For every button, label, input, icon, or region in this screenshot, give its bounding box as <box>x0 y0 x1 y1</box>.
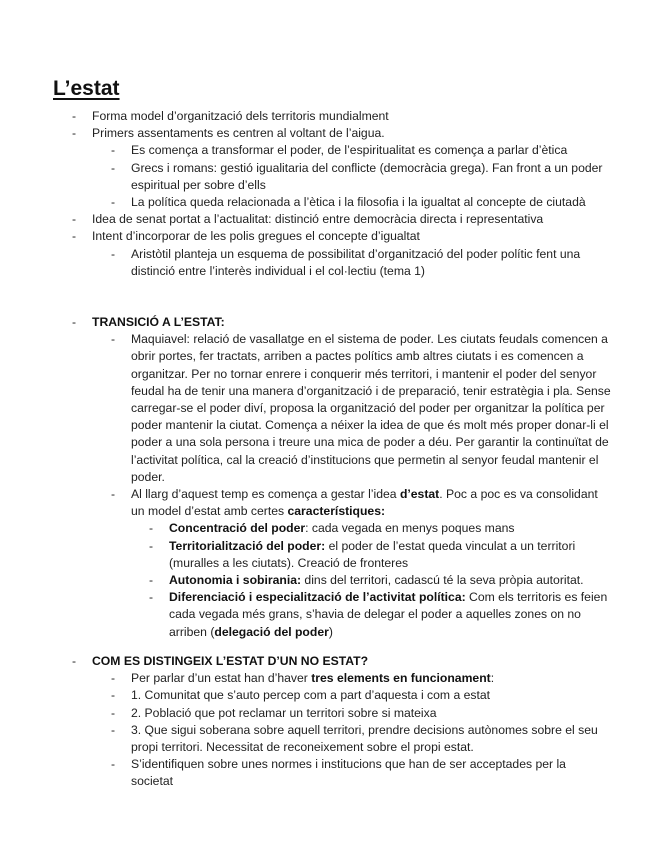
dash-bullet: - <box>111 143 116 158</box>
dash-bullet: - <box>111 757 116 772</box>
dash-bullet: - <box>72 229 77 244</box>
section-heading: - COM ES DISTINGEIX L’ESTAT D’UN NO ESTAT? <box>0 653 655 670</box>
list-item: - Es comença a transformar el poder, de l’espiritualitat es comença a parlar d’ètica <box>0 142 655 159</box>
dash-bullet: - <box>72 126 77 141</box>
section-heading: - TRANSICIÓ A L’ESTAT: <box>0 314 655 331</box>
list-item: - Forma model d’organització dels territoris mundialment <box>0 108 655 125</box>
dash-bullet: - <box>149 573 154 588</box>
dash-bullet: - <box>72 654 77 668</box>
list-item: - S’identifiquen sobre unes normes i institucions que han de ser acceptades per la societat <box>111 757 566 789</box>
dash-bullet: - <box>111 671 116 686</box>
dash-bullet: - <box>72 109 77 123</box>
dash-bullet: - <box>111 246 116 261</box>
dash-bullet: - <box>111 332 116 347</box>
dash-bullet: - <box>72 212 77 227</box>
page-title: L’estat <box>53 77 120 100</box>
list-item: - Aristòtil planteja un esquema de possibilitat d’organització del poder polític fent una distinció entre l’interès individual i el col·lectiu (tema 1) <box>111 246 581 278</box>
transition-section <box>0 314 655 641</box>
list-item: - Idea de senat portat a l’actualitat: distinció entre democràcia directa i representativa <box>0 211 655 228</box>
list-item: - 3. Que sigui soberana sobre aquell territori, prendre decisions autònomes sobre el seu propi territori. Necessitat de reconeixement sobre el propi estat. <box>111 722 598 755</box>
list-item: - La política queda relacionada a l’ètica i la filosofia i la igualtat al concepte de ciutadà <box>0 194 655 211</box>
list-item: - Per parlar d’un estat han d’haver tres elements en funcionament: <box>0 670 655 687</box>
dash-bullet: - <box>149 538 154 553</box>
dash-bullet: - <box>111 722 116 737</box>
dash-bullet: - <box>149 590 154 605</box>
dash-bullet: - <box>111 160 116 175</box>
list-item: - Intent d’incorporar de les polis gregues el concepte d’igualtat <box>0 228 655 245</box>
dash-bullet: - <box>149 521 154 536</box>
list-item: - 2. Població que pot reclamar un territori sobre si mateixa <box>0 705 655 722</box>
list-item: - Primers assentaments es centren al voltant de l’aigua. <box>0 125 655 142</box>
distinction-section <box>0 653 655 791</box>
list-item: - Diferenciació i especialització de l’activitat política: Com els territoris es feien cada vegada més grans, s’havia de delegar el poder a aquelles zones on no arriben (delegació del poder) <box>149 590 608 639</box>
list-item: - Concentració del poder: cada vegada en menys poques mans <box>0 520 655 537</box>
list-item: - Al llarg d’aquest temp es comença a gestar l’idea d’estat. Poc a poc es va consolidant un model d’estat amb certes característiques: <box>111 487 598 519</box>
list-item: - Territorialització del poder: el poder de l’estat queda vinculat a un territori (muralles a les ciutats). Creació de fronteres <box>149 538 576 570</box>
list-item: - 1. Comunitat que s’auto percep com a part d’aquesta i com a estat <box>0 687 655 704</box>
dash-bullet: - <box>111 688 116 703</box>
list-item: - Autonomia i sobirania: dins del territori, cadascú té la seva pròpia autoritat. <box>0 572 655 589</box>
list-item: - Grecs i romans: gestió igualitaria del conflicte (democràcia grega). Fan front a un poder espiritual per sobre d’ells <box>111 160 603 192</box>
dash-bullet: - <box>111 487 116 502</box>
dash-bullet: - <box>72 315 77 329</box>
dash-bullet: - <box>111 195 116 210</box>
list-item: - Maquiavel: relació de vasallatge en el sistema de poder. Les ciutats feudals comencen a obrir portes, fer tractats, arriben a pactes polítics amb altres ciutats i es comencen a organitzar. Per no tornar enrere i conquerir més territori, i mantenir el poder del senyor feudal ha de tenir una manera d’organització i de preparació, tenir estratègia i pla. Sense carregar-se el poder diví, proposa la organització del poder per organitzar la política per poder mantenir la ciutat. Comença a néixer la idea de que és molt més proper donar-li el poder a una sola persona i treure una mica de poder a déu. Per garantir la continuïtat de l’activitat política, cal la creació d’institucions que permetin al senyor feudal mantenir el poder. <box>111 332 611 484</box>
dash-bullet: - <box>111 705 116 720</box>
intro-list <box>0 108 655 280</box>
